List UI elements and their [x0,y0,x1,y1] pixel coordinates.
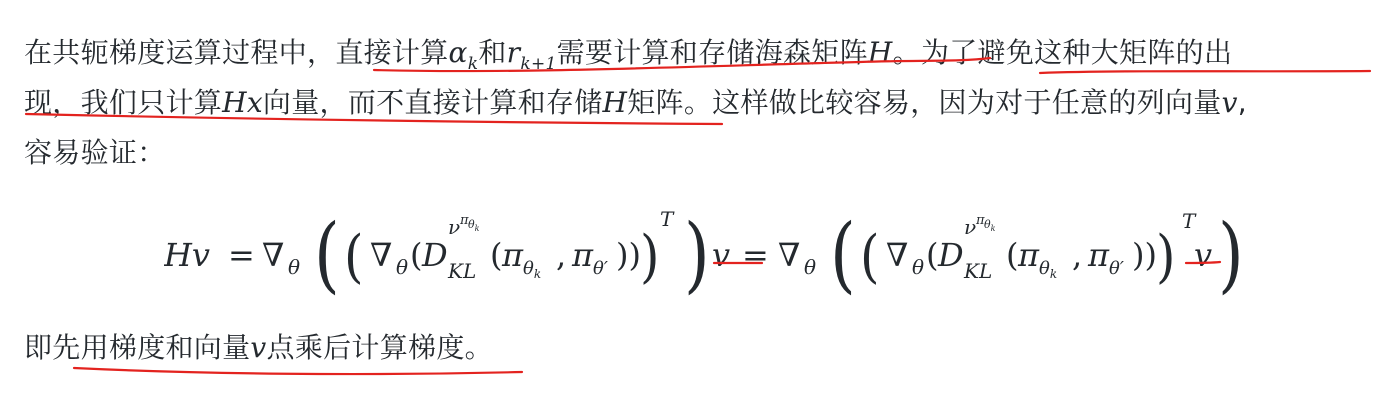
pi-theta-prime: $\pi_{\theta'}$ [1088,236,1124,279]
nabla-symbol: ∇ [262,236,285,274]
text-segment: 点乘后计算梯度。 [266,331,493,364]
kl-subscript: KL [448,259,477,283]
comma: , [556,236,567,274]
text-segment: 。为了避免这种大矩阵的出 [892,36,1233,69]
paren: ( [410,236,423,274]
nu-superscript: ν [448,215,461,239]
big-left-paren: ( [314,206,340,296]
math-Hx: Hx [222,86,263,119]
mid-left-paren: ( [344,222,364,290]
text-segment: 现，我们只计算 [24,86,223,119]
nabla-symbol: ∇ [886,236,909,274]
formula-equals: = [742,236,769,274]
vector-v: v [712,236,731,274]
nu-superscript: ν [964,215,977,239]
hessian-vector-product-equation [164,200,1244,296]
math-H: H [602,86,628,119]
paren: ( [490,236,503,274]
math-r-k-plus-1: $r_{k+1}$ [506,36,557,74]
math-alpha-k: $\alpha_k$ [448,36,479,74]
formula-equals: = [228,236,255,274]
mid-right-paren: ) [640,222,660,290]
text-segment: 需要计算和存储海森矩阵 [556,36,868,69]
kl-subscript: KL [964,259,993,283]
text-segment: 直接计算 [335,36,449,69]
pi-theta-k: $\pi_\theta k$ [1018,236,1058,281]
pi-superscript: π [460,213,469,228]
theta-subscript: θ [912,255,925,279]
big-right-paren: ) [684,206,710,296]
closing-parens: )) [1132,236,1157,274]
big-left-paren: ( [830,206,856,296]
pi-theta-prime: $\pi_{\theta'}$ [572,236,608,279]
transpose-T: T [660,207,674,231]
conclusion-line [24,328,493,368]
theta-k-superscript: $\theta_k$ [468,218,480,233]
math-v: v [250,331,267,364]
display-formula [0,190,1376,300]
text-segment: 在共轭梯度运算过程中， [24,36,336,69]
text-segment: , [1237,86,1247,119]
math-v: v [1221,86,1238,119]
text-segment: 和 [478,36,507,69]
paragraph-line-1 [24,33,1232,73]
transpose-T: T [1182,209,1196,233]
underline-stroke [74,368,522,374]
theta-subscript: θ [396,255,409,279]
paragraph-line-3: 容易验证： [24,136,166,169]
theta-subscript: θ [288,255,301,279]
theta-k-superscript: $\theta_k$ [984,218,996,233]
pi-theta-k: $\pi_\theta k$ [502,236,542,281]
kl-divergence-D: D [422,236,448,274]
text-segment: 矩阵。这样做比较容易，因为对于任意的列向量 [627,86,1222,119]
math-H: H [867,36,893,69]
vector-v: v [1194,236,1213,274]
paren: ( [926,236,939,274]
kl-divergence-D: D [938,236,964,274]
nabla-symbol: ∇ [778,236,801,274]
comma: , [1072,236,1083,274]
mid-left-paren: ( [860,222,880,290]
big-right-paren: ) [1218,206,1244,296]
mid-right-paren: ) [1156,222,1176,290]
paren: ( [1006,236,1019,274]
theta-subscript: θ [804,255,817,279]
pi-superscript: π [976,213,985,228]
nabla-symbol: ∇ [370,236,393,274]
text-segment: 向量，而不直接计算和存储 [262,86,603,119]
formula-lhs: Hv [164,236,210,274]
paragraph-line-2 [24,83,1247,123]
text-segment: 即先用梯度和向量 [24,331,251,364]
closing-parens: )) [616,236,641,274]
